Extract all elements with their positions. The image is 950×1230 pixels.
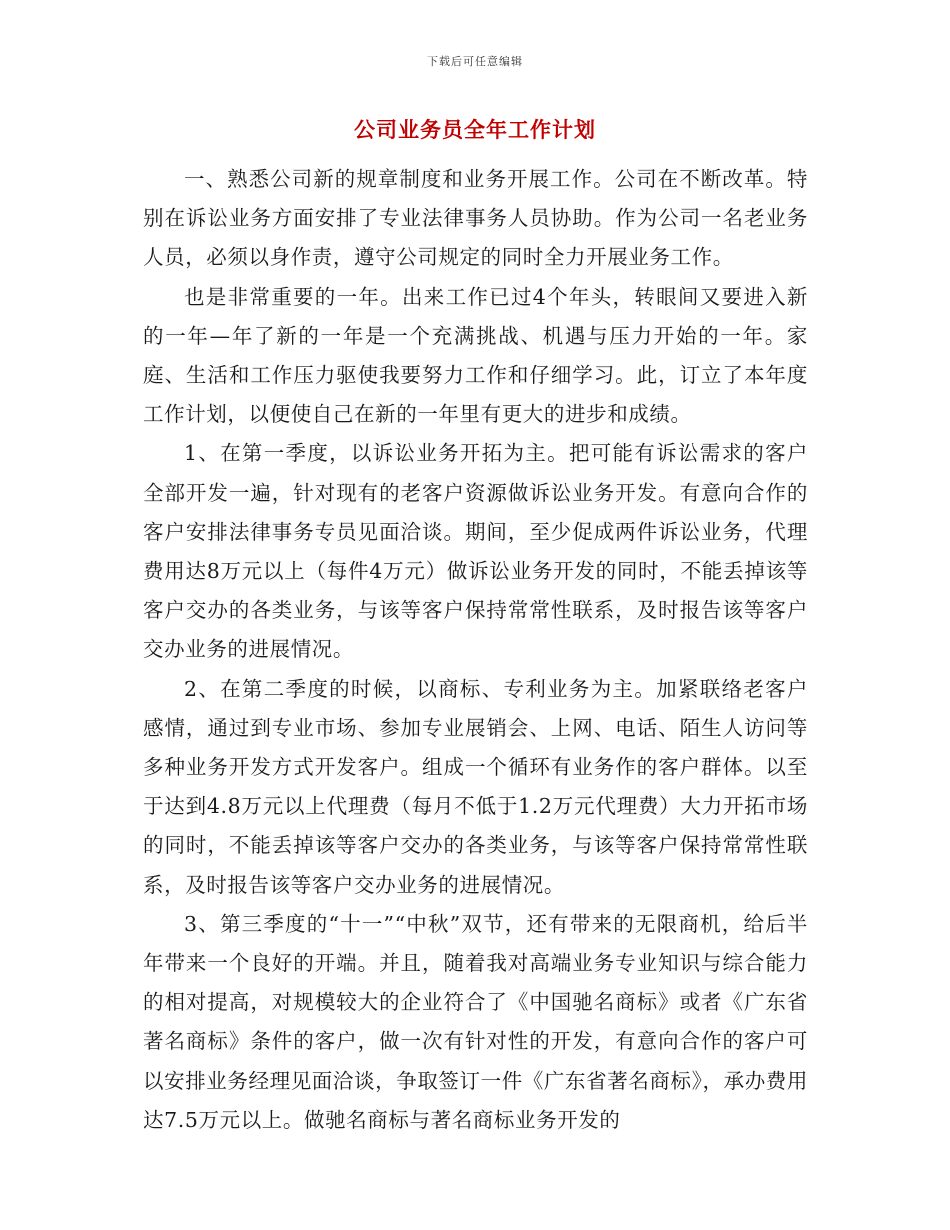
paragraph-5: 3、第三季度的“十一”“中秋”双节，还有带来的无限商机，给后半年带来一个良好的开端。并且，随着我对高端业务专业知识与综合能力的相对提高，对规模较大的企业符合了《中国驰名商标》或者《广东省著名商标》条件的客户，做一次有针对性的开发，有意向合作的客户可以安排业务经理见面洽谈，争取签订一件《广东省著名商标》，承办费用达7.5万元以上。做驰名商标与著名商标业务开发的 xyxy=(143,911,808,1132)
paragraph-3: 1、在第一季度，以诉讼业务开拓为主。把可能有诉讼需求的客户全部开发一遍，针对现有的老客户资源做诉讼业务开发。有意向合作的客户安排法律事务专员见面洽谈。期间，至少促成两件诉讼业务，代理费用达8万元以上（每件4万元）做诉讼业务开发的同时，不能丢掉该等客户交办的各类业务，与该等客户保持常常性联系，及时报告该等客户交办业务的进展情况。 xyxy=(143,441,808,662)
paragraph-1: 一、熟悉公司新的规章制度和业务开展工作。公司在不断改革。特别在诉讼业务方面安排了专业法律事务人员协助。作为公司一名老业务人员，必须以身作责，遵守公司规定的同时全力开展业务工作。 xyxy=(143,167,808,270)
document-body xyxy=(143,160,808,1140)
header-note: 下载后可任意编辑 xyxy=(427,55,523,68)
page-title: 公司业务员全年工作计划 xyxy=(354,117,596,142)
paragraph-2: 也是非常重要的一年。出来工作已过4个年头，转眼间又要进入新的一年—年了新的一年是一个充满挑战、机遇与压力开始的一年。家庭、生活和工作压力驱使我要努力工作和仔细学习。此，订立了本年度工作计划，以便使自己在新的一年里有更大的进步和成绩。 xyxy=(143,284,808,427)
paragraph-4: 2、在第二季度的时候，以商标、专利业务为主。加紧联络老客户感情，通过到专业市场、参加专业展销会、上网、电话、陌生人访问等多种业务开发方式开发客户。组成一个循环有业务作的客户群体。以至于达到4.8万元以上代理费（每月不低于1.2万元代理费）大力开拓市场的同时，不能丢掉该等客户交办的各类业务，与该等客户保持常常性联系，及时报告该等客户交办业务的进展情况。 xyxy=(143,676,808,897)
